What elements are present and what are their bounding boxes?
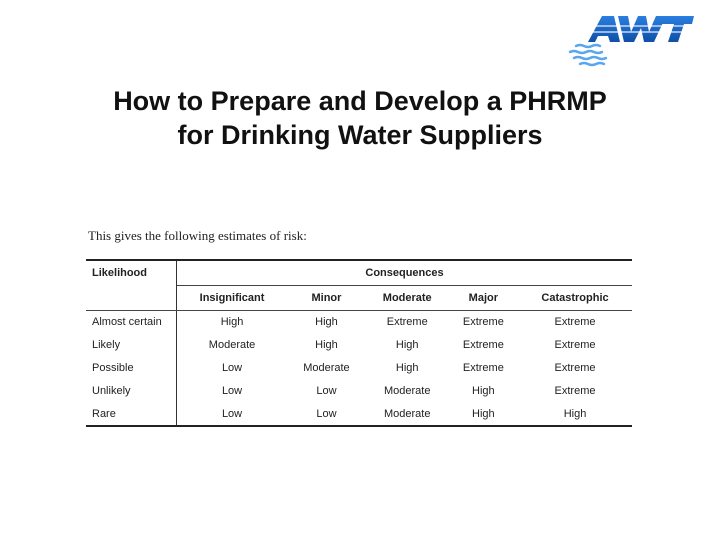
table-cell: Moderate xyxy=(208,339,256,352)
table-cell: Low xyxy=(316,384,337,397)
table-cell: Moderate xyxy=(383,384,431,397)
table-cell: High xyxy=(315,339,338,352)
slide-title xyxy=(0,84,720,152)
table-cell: Moderate xyxy=(366,402,449,426)
row-label: Almost certain xyxy=(86,311,177,334)
row-label: Rare xyxy=(86,402,177,426)
table-row xyxy=(86,379,632,402)
table-cell: High xyxy=(518,402,632,426)
header-row-columns xyxy=(86,286,632,311)
row-label: Unlikely xyxy=(86,379,177,402)
column-header: Insignificant xyxy=(177,286,288,311)
table-cell: Extreme xyxy=(462,361,504,374)
table-cell: Low xyxy=(221,361,243,374)
column-header: Major xyxy=(449,286,518,311)
table-cell: Extreme xyxy=(554,316,596,329)
table-cell: Extreme xyxy=(554,361,596,374)
table-cell: High xyxy=(395,361,419,374)
table-cell: Extreme xyxy=(462,316,504,329)
row-label: Possible xyxy=(86,357,177,380)
table-cell: Low xyxy=(287,402,366,426)
table-row xyxy=(86,334,632,357)
risk-matrix-table xyxy=(86,259,632,427)
table-cell: Low xyxy=(177,402,288,426)
table-row xyxy=(86,357,632,380)
column-header: Minor xyxy=(287,286,366,311)
table-row xyxy=(86,402,632,426)
intro-text: This gives the following estimates of risk: xyxy=(88,228,307,243)
awt-logo xyxy=(568,12,696,74)
column-header: Catastrophic xyxy=(518,286,632,311)
title-line-2: for Drinking Water Suppliers xyxy=(177,120,543,150)
consequences-header: Consequences xyxy=(177,260,633,286)
row-label: Likely xyxy=(86,334,177,357)
table-cell: Extreme xyxy=(554,339,596,352)
table-cell: High xyxy=(220,316,244,329)
table-cell: High xyxy=(472,384,495,397)
likelihood-header: Likelihood xyxy=(86,260,177,286)
header-row-top xyxy=(86,260,632,286)
table-cell: Extreme xyxy=(462,339,504,352)
table-cell: High xyxy=(395,339,419,352)
table-cell: High xyxy=(315,316,338,329)
likelihood-header-blank xyxy=(86,286,177,311)
table-row xyxy=(86,311,632,334)
table-cell: Extreme xyxy=(386,316,428,329)
table-cell: Moderate xyxy=(303,361,350,374)
table-cell: High xyxy=(449,402,518,426)
table-cell: Extreme xyxy=(554,384,596,397)
column-header: Moderate xyxy=(366,286,449,311)
table-cell: Low xyxy=(221,384,243,397)
title-line-1: How to Prepare and Develop a PHRMP xyxy=(113,86,607,116)
